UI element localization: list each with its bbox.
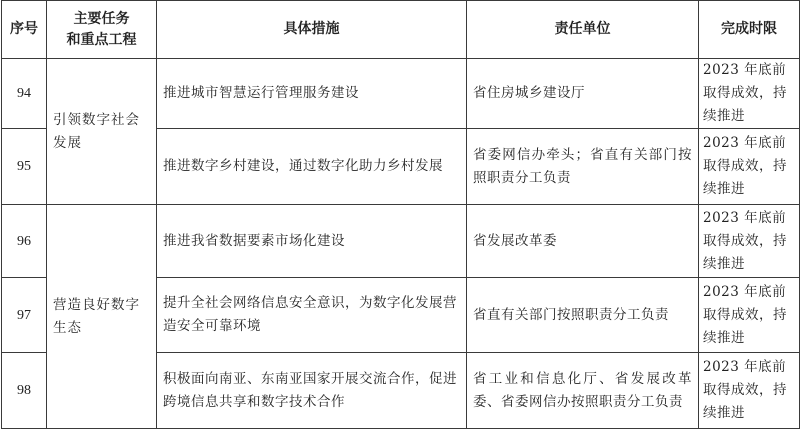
measure-cell: 积极面向南亚、东南亚国家开展交流合作，促进跨境信息共享和数字技术合作: [157, 353, 467, 429]
measure-cell: 推进数字乡村建设，通过数字化助力乡村发展: [157, 129, 467, 205]
row-number: 95: [2, 129, 47, 205]
row-number: 97: [2, 278, 47, 353]
unit-cell: 省工业和信息化厅、省发展改革委、省委网信办按照职责分工负责: [467, 353, 699, 429]
table-row: [2, 59, 800, 129]
measure-cell: 推进城市智慧运行管理服务建设: [157, 59, 467, 129]
unit-cell: 省住房城乡建设厅: [467, 59, 699, 129]
deadline-cell: 2023 年底前取得成效，持续推进: [699, 353, 800, 429]
header-row: [2, 1, 800, 59]
measure-cell: 提升全社会网络信息安全意识，为数字化发展营造安全可靠环境: [157, 278, 467, 353]
header-seq: 序号: [2, 1, 47, 59]
unit-cell: 省发展改革委: [467, 205, 699, 278]
deadline-cell: 2023 年底前取得成效，持续推进: [699, 59, 800, 129]
header-unit: 责任单位: [467, 1, 699, 59]
row-number: 94: [2, 59, 47, 129]
task-cell: 引领数字社会发展: [47, 59, 157, 205]
deadline-cell: 2023 年底前取得成效，持续推进: [699, 129, 800, 205]
deadline-cell: 2023 年底前取得成效，持续推进: [699, 278, 800, 353]
measure-cell: 推进我省数据要素市场化建设: [157, 205, 467, 278]
unit-cell: 省直有关部门按照职责分工负责: [467, 278, 699, 353]
header-deadline: 完成时限: [699, 1, 800, 59]
header-task-text: 主要任务 和重点工程: [66, 10, 137, 48]
header-measure: 具体措施: [157, 1, 467, 59]
task-cell: 营造良好数字生态: [47, 205, 157, 429]
unit-cell: 省委网信办牵头；省直有关部门按照职责分工负责: [467, 129, 699, 205]
row-number: 98: [2, 353, 47, 429]
row-number: 96: [2, 205, 47, 278]
task-table: [1, 0, 800, 429]
header-task: [47, 1, 157, 59]
table-row: [2, 205, 800, 278]
deadline-cell: 2023 年底前取得成效，持续推进: [699, 205, 800, 278]
